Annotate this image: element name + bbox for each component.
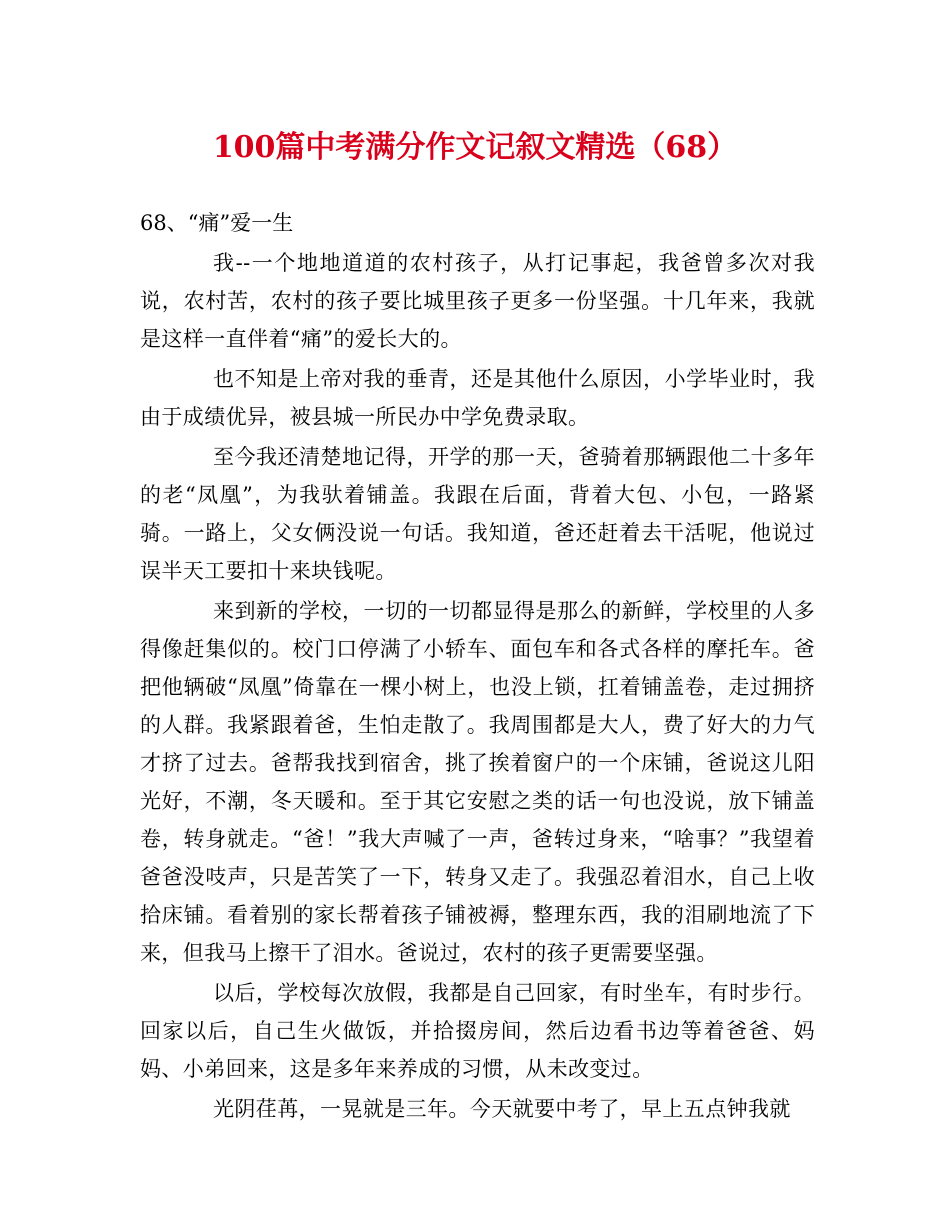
paragraph: 以后，学校每次放假，我都是自己回家，有时坐车，有时步行。回家以后，自己生火做饭，并拾掇房间，然后边看书边等着爸爸、妈妈、小弟回来，这是多年来养成的习惯，从未改变过。 (140, 981, 815, 1081)
document-title: 100篇中考满分作文记叙文精选（68） (212, 130, 738, 165)
paragraph: 光阴荏苒，一晃就是三年。今天就要中考了，早上五点钟我就 (213, 1097, 791, 1121)
essay-heading: 68、“痛”爱一生 (140, 211, 294, 235)
essay-body (140, 244, 815, 1130)
paragraph: 也不知是上帝对我的垂青，还是其他什么原因，小学毕业时，我由于成绩优异，被县城一所民办中学免费录取。 (140, 367, 815, 429)
paragraph: 我--一个地地道道的农村孩子，从打记事起，我爸曾多次对我说，农村苦，农村的孩子要比城里孩子更多一份坚强。十几年来，我就是这样一直伴着“痛”的爱长大的。 (140, 251, 815, 351)
paragraph: 至今我还清楚地记得，开学的那一天，爸骑着那辆跟他二十多年的老“凤凰”，为我驮着铺盖。我跟在后面，背着大包、小包，一路紧骑。一路上，父女俩没说一句话。我知道，爸还赶着去干活呢，他说过误半天工要扣十来块钱呢。 (140, 445, 815, 583)
paragraph: 来到新的学校，一切的一切都显得是那么的新鲜，学校里的人多得像赶集似的。校门口停满了小轿车、面包车和各式各样的摩托车。爸把他辆破“凤凰”倚靠在一棵小树上，也没上锁，扛着铺盖卷，走过拥挤的人群。我紧跟着爸，生怕走散了。我周围都是大人，费了好大的力气才挤了过去。爸帮我找到宿舍，挑了挨着窗户的一个床铺，爸说这儿阳光好，不潮，冬天暖和。至于其它安慰之类的话一句也没说，放下铺盖卷，转身就走。“爸！”我大声喊了一声，爸转过身来，“啥事？”我望着爸爸没吱声，只是苦笑了一下，转身又走了。我强忍着泪水，自己上收拾床铺。看着别的家长帮着孩子铺被褥，整理东西，我的泪刷地流了下来，但我马上擦干了泪水。爸说过，农村的孩子更需要坚强。 (140, 599, 815, 965)
